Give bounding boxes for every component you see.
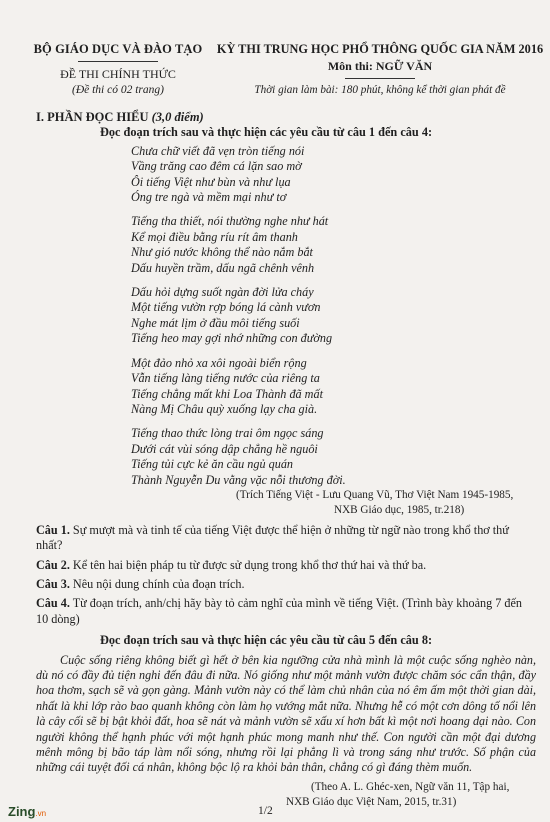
question-text: Nêu nội dung chính của đoạn trích. [72,576,245,591]
question-text: Từ đoạn trích, anh/chị hãy bày tỏ cảm nghĩ của mình về tiếng Việt. (Trình bày khoảng 7 đến 10 dòng) [36,596,522,626]
poem-line: Một đảo nhỏ xa xôi ngoài biển rộng [131,355,307,370]
official-label: ĐỀ THI CHÍNH THỨC [60,67,176,81]
section2-instruction: Đọc đoạn trích sau và thực hiện các yêu cầu từ câu 5 đến câu 8: [100,633,433,648]
poem-source-line2: NXB Giáo dục, 1985, tr.218) [334,504,465,517]
question-number: Câu 2. [36,557,70,572]
question [36,558,536,573]
poem-stanza [131,144,536,206]
section-points: (3,0 điểm) [151,110,204,124]
header-left [18,42,218,96]
poem-line: Kể mọi điều bằng ríu rít âm thanh [131,229,298,244]
question [36,577,536,592]
poem-line: Như gió nước không thể nào nắm bắt [131,245,313,260]
poem-line: Chưa chữ viết đã vẹn tròn tiếng nói [131,143,305,158]
question-number: Câu 4. [36,596,70,611]
question [36,523,536,554]
poem-line: Dấu hỏi dựng suốt ngàn đời lửa cháy [131,285,314,300]
poem-stanza [131,426,536,488]
poem-line: Nghe mát lịm ở đầu môi tiếng suối [131,315,300,330]
ministry-name: BỘ GIÁO DỤC VÀ ĐÀO TẠO [33,42,203,56]
header-right [215,42,545,96]
zing-logo [8,804,46,819]
poem-line: Dưới cát vùi sóng dập chẳng hề nguôi [131,441,318,456]
poem-stanza [131,285,536,347]
prose-source-line2: NXB Giáo dục Việt Nam, 2015, tr.31) [286,796,457,809]
logo-main: Zing [8,804,36,819]
poem-line: Tiếng tủi cực kẻ ăn cầu ngủ quán [131,457,294,472]
poem-line: Dấu huyền trầm, dấu ngã chênh vênh [131,260,315,275]
poem-line: Vẫn tiếng làng tiếng nước của riêng ta [131,371,320,386]
question-number: Câu 1. [36,522,70,537]
poem-line: Một tiếng vườn rợp bóng lá cành vươn [131,300,321,315]
question [36,596,536,627]
section1-instruction: Đọc đoạn trích sau và thực hiện các yêu cầu từ câu 1 đến câu 4: [100,125,433,140]
section-title [36,110,536,125]
poem [131,144,536,488]
section-title-text: I. PHẦN ĐỌC HIỂU [36,110,149,124]
poem-source-line1: (Trích Tiếng Việt - Lưu Quang Vũ, Thơ Việt Nam 1945-1985, [236,488,514,501]
exam-title: KỲ THI TRUNG HỌC PHỔ THÔNG QUỐC GIA NĂM 2016 [216,42,544,56]
poem-line: Tiếng chẳng mất khi Loa Thành đã mất [131,386,323,401]
exam-subject: Môn thi: NGỮ VĂN [327,59,433,73]
poem-line: Tiếng heo may gợi nhớ những con đường [131,331,333,346]
exam-body [36,110,536,811]
page-count-note: (Đề thi có 02 trang) [72,84,164,96]
question-number: Câu 3. [36,576,70,591]
header-right-divider [345,78,415,79]
poem-line: Vầng trăng cao đêm cá lặn sao mờ [131,159,302,174]
poem-stanza [131,356,536,418]
header-divider [78,61,158,62]
poem-line: Nàng Mị Châu quỳ xuống lạy cha già. [131,401,318,416]
poem-line: Tiếng thao thức lòng trai ôm ngọc sáng [131,426,324,441]
page-number: 1/2 [258,805,273,817]
question-text: Kể tên hai biện pháp tu từ được sử dụng trong khổ thơ thứ hai và thứ ba. [72,557,427,572]
exam-time: Thời gian làm bài: 180 phút, không kể thời gian phát đề [254,84,506,96]
logo-suffix: .vn [35,809,47,818]
question-list [36,523,536,627]
poem-stanza [131,214,536,276]
poem-line: Óng tre ngà và mềm mại như tơ [131,190,287,205]
prose-passage: Cuộc sống riêng không biết gì hết ở bên kia ngưỡng cửa nhà mình là một cuộc sống nghèo nàn, dù nó có đầy đủ tiện nghi đến đâu đi nữa. Nó giống như một mảnh vườn được chăm sóc cẩn thận, đầy hoa thơm, sạch sẽ và gọn gàng. Mảnh vườn này có thể làm chủ nhân của nó êm ấm một thời gian dài, nhất là khi lớp rào bao quanh không còn làm họ vướng mắt nữa. Nhưng hễ có một cơn dông tố nổi lên là cây cối sẽ bị bật khỏi đất, hoa sẽ nát và mảnh vườn sẽ xấu xí hơn bất kì một nơi hoang dại nào. Con người không thể hạnh phúc với một hạnh phúc mong manh như thế. Con người cần một đại dương mênh mông bị bão táp làm nổi sóng, nhưng rồi lại phẳng lì và trong sáng như trước. Số phận của những cái tuyệt đối cá nhân, không bộc lộ ra khỏi bản thân, chẳng có gì đáng thèm muốn. [36,652,536,775]
poem-line: Thành Nguyễn Du vằng vặc nỗi thương đời. [131,472,346,487]
prose-source-line1: (Theo A. L. Ghéc-xen, Ngữ văn 11, Tập hai, [311,780,510,793]
poem-line: Ôi tiếng Việt như bùn và như lụa [131,174,291,189]
question-text: Sự mượt mà và tinh tế của tiếng Việt được thể hiện ở những từ ngữ nào trong khổ thơ thứ nhất? [36,522,509,553]
poem-line: Tiếng tha thiết, nói thường nghe như hát [131,214,329,229]
